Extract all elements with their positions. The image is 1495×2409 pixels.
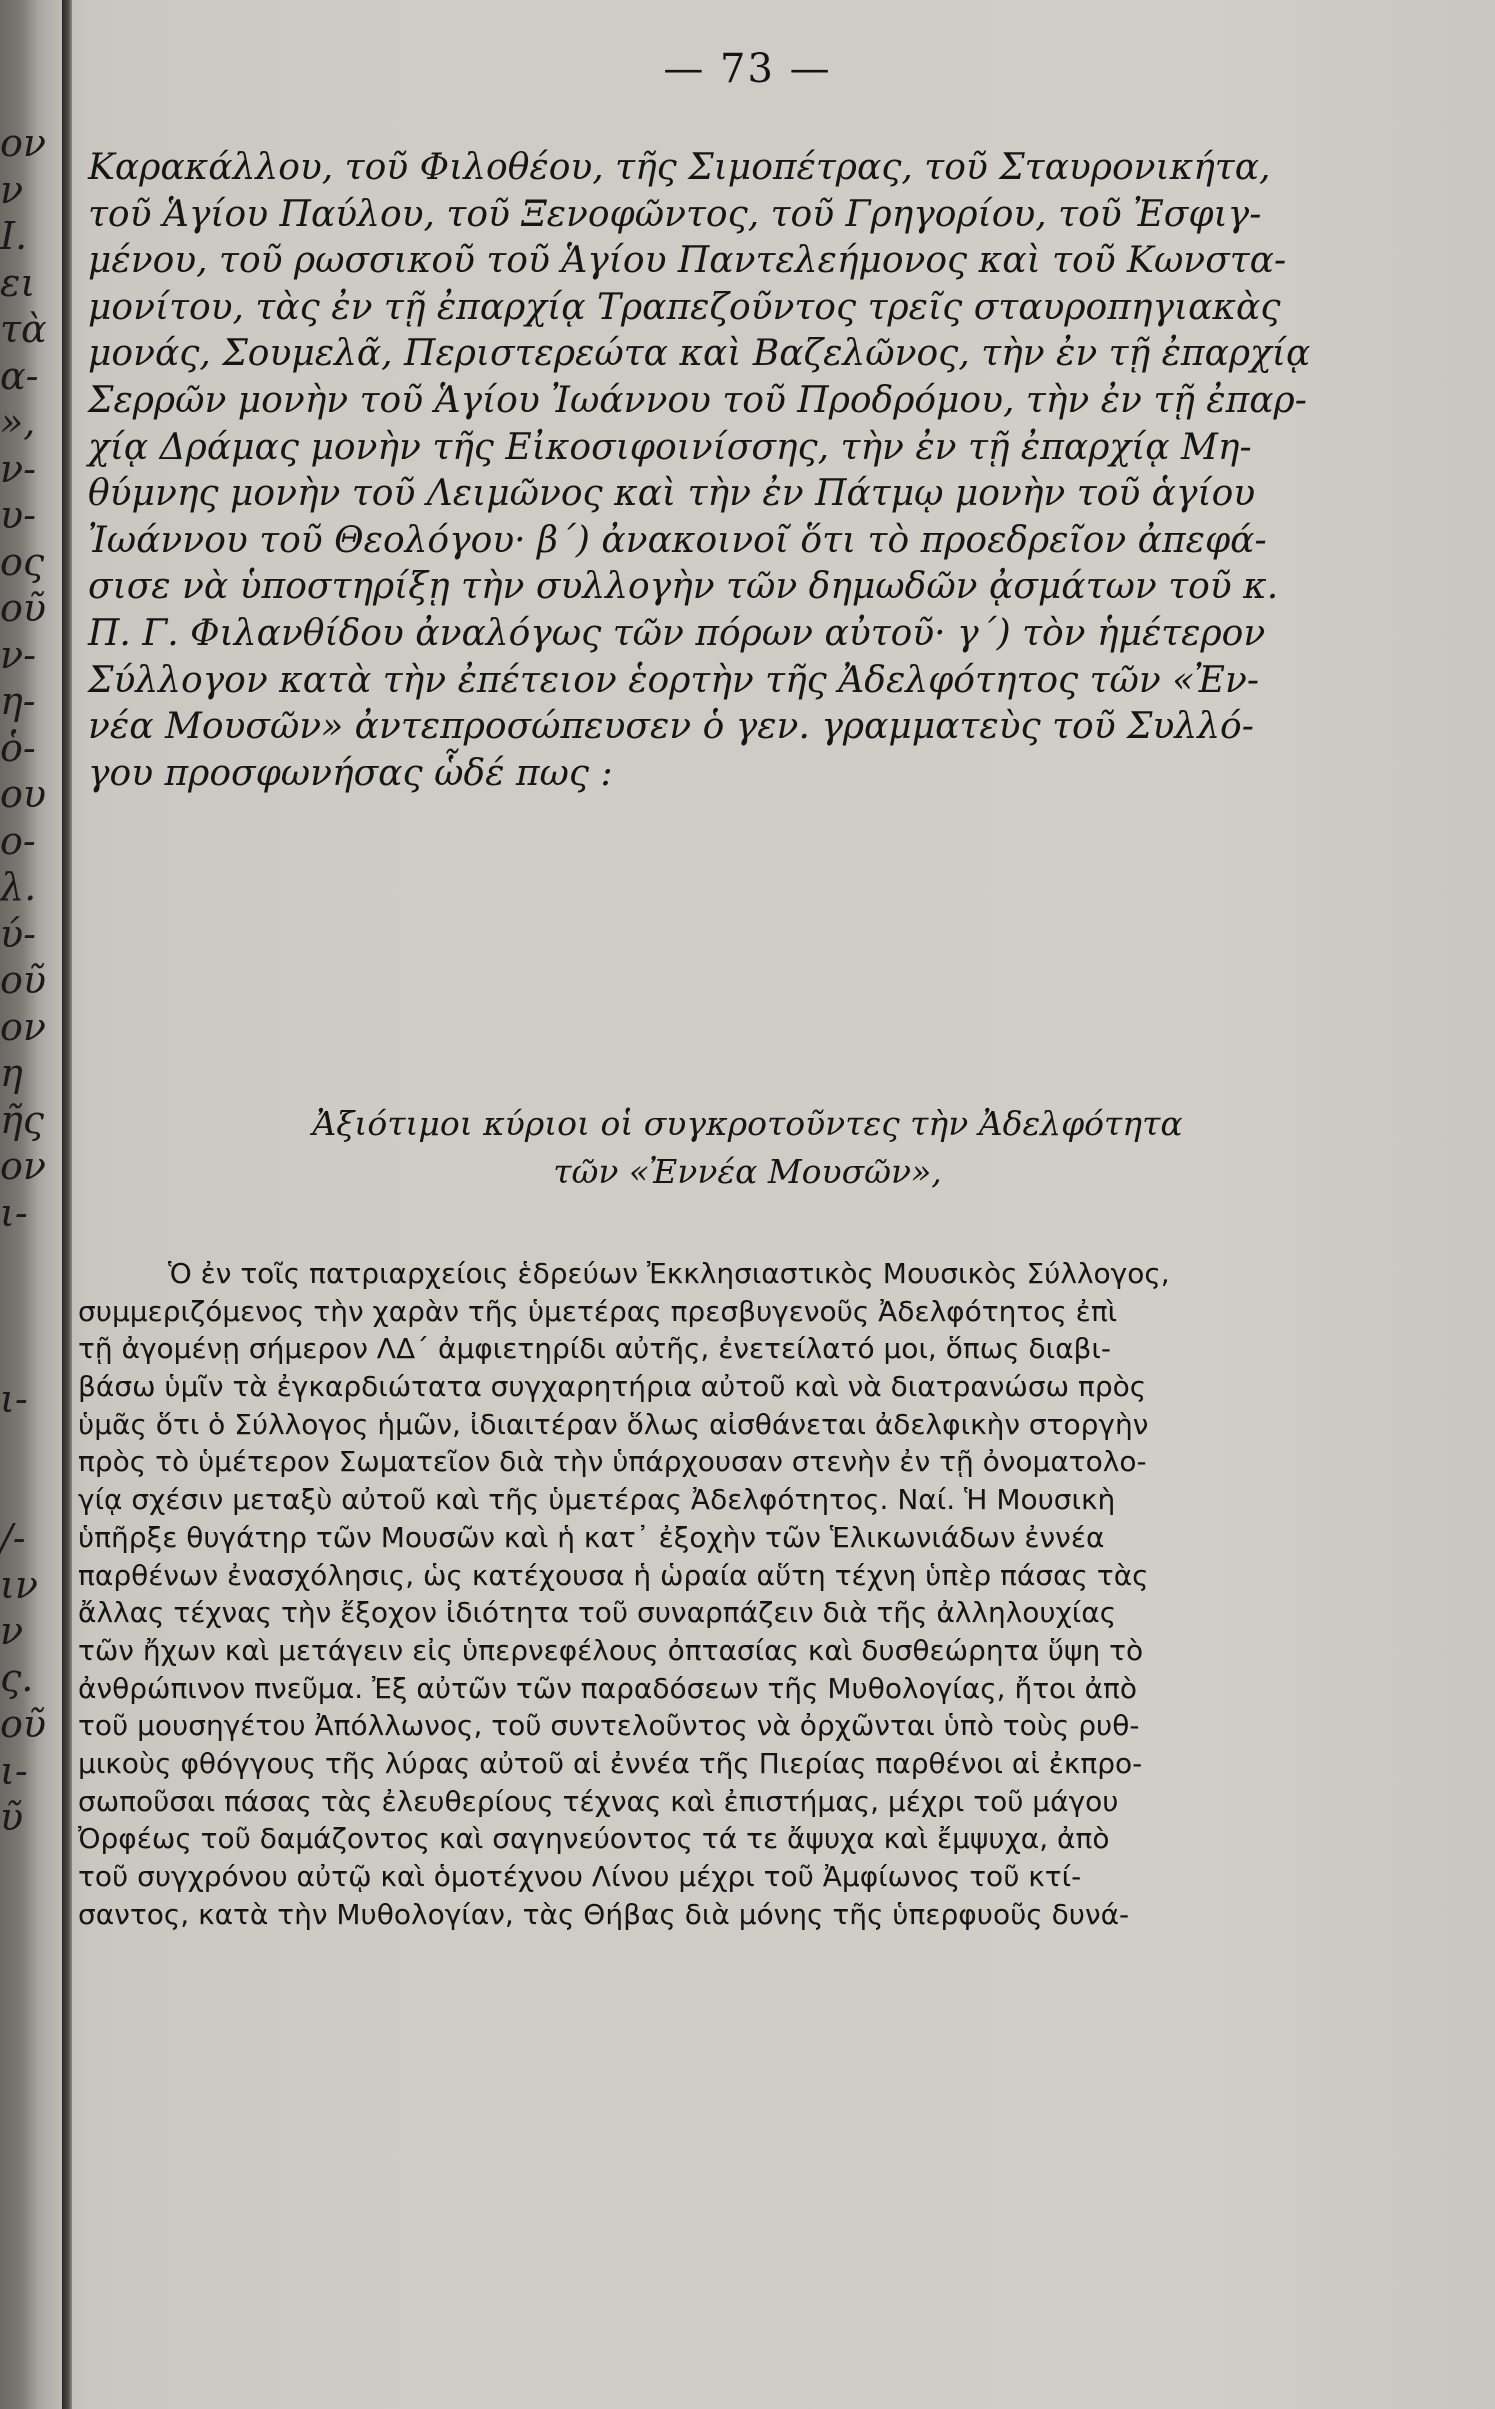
text-line: σωποῦσαι πάσας τὰς ἐλευθερίους τέχνας καὶ ἐπιστήμας, μέχρι τοῦ μάγου <box>78 1784 1119 1818</box>
text-line: τοῦ συγχρόνου αὐτῷ καὶ ὁμοτέχνου Λίνου μέχρι τοῦ Ἀμφίωνος τοῦ κτί- <box>78 1860 1082 1893</box>
margin-fragment: ο- <box>0 818 36 863</box>
margin-fragment: ιν <box>0 1562 38 1607</box>
text-line: γου προσφωνήσας ὧδέ πως : <box>88 752 613 794</box>
text-line: Ὁ ἐν τοῖς πατριαρχείοις ἑδρεύων Ἐκκλησιαστικὸς Μουσικὸς Σύλλογος, <box>168 1257 1170 1290</box>
text-line: γίᾳ σχέσιν μεταξὺ αὐτοῦ καὶ τῆς ὑμετέρας Ἀδελφότητος. Ναί. Ἡ Μουσικὴ <box>78 1483 1116 1517</box>
margin-fragment: η- <box>0 679 36 723</box>
margin-fragment: ν <box>0 1609 24 1653</box>
margin-fragment: ι- <box>0 1190 28 1235</box>
margin-fragment: », <box>0 400 36 444</box>
margin-fragment: λ. <box>0 865 37 909</box>
margin-fragment: οῦ <box>0 1702 46 1746</box>
text-line: πρὸς τὸ ὑμέτερον Σωματεῖον διὰ τὴν ὑπάρχουσαν στενὴν ἐν τῇ ὀνοματολο- <box>78 1445 1147 1479</box>
text-line: Ὀρφέως τοῦ δαμάζοντος καὶ σαγηνεύοντος τά τε ἄψυχα καὶ ἔμψυχα, ἀπὸ <box>78 1822 1110 1856</box>
margin-fragment <box>0 1236 60 1283</box>
text-line: τῇ ἀγομένῃ σήμερον ΛΔ΄ ἀμφιετηρίδι αὐτῆς, ἐνετείλατό μοι, ὅπως διαβι- <box>78 1332 1111 1366</box>
margin-fragment: οῦ <box>0 586 46 630</box>
margin-fragment: ον <box>0 1004 46 1049</box>
book-spine-shadow <box>62 0 72 2409</box>
margin-fragment <box>0 1283 60 1330</box>
text-line: σισε νὰ ὑποστηρίξῃ τὴν συλλογὴν τῶν δημωδῶν ᾀσμάτων τοῦ κ. <box>88 566 1279 608</box>
text-line: νέα Μουσῶν» ἀντεπροσώπευσεν ὁ γεν. γραμματεὺς τοῦ Συλλό- <box>88 706 1254 748</box>
margin-fragment: ν- <box>0 632 36 677</box>
text-line: μικοὺς φθόγγους τῆς λύρας αὐτοῦ αἱ ἐννέα τῆς Πιερίας παρθένοι αἱ ἐκπρο- <box>78 1746 1143 1780</box>
text-line: ἀνθρώπινον πνεῦμα. Ἐξ αὐτῶν τῶν παραδόσεων τῆς Μυθολογίας, ἤτοι ἀπὸ <box>78 1671 1137 1705</box>
upper-paragraph <box>88 145 1348 797</box>
facing-page-fragments <box>0 120 60 1841</box>
text-line: ὑπῆρξε θυγάτηρ τῶν Μουσῶν καὶ ἡ κατ᾽ ἐξοχὴν τῶν Ἑλικωνιάδων ἐννέα <box>78 1520 1105 1554</box>
text-line: χίᾳ Δράμας μονὴν τῆς Εἰκοσιφοινίσσης, τὴν ἐν τῇ ἐπαρχίᾳ Μη- <box>88 426 1252 468</box>
text-line: Καρακάλλου, τοῦ Φιλοθέου, τῆς Σιμοπέτρας, τοῦ Σταυρονικήτα, <box>88 147 1271 188</box>
margin-fragment: η <box>0 1051 23 1095</box>
margin-fragment: α- <box>0 353 39 398</box>
margin-fragment: /- <box>0 1516 26 1560</box>
text-line: ὑμᾶς ὅτι ὁ Σύλλογος ἡμῶν, ἰδιαιτέραν ὅλως αἰσθάνεται ἀδελφικὴν στοργὴν <box>78 1407 1149 1441</box>
text-line: μονίτου, τὰς ἐν τῇ ἐπαρχίᾳ Τραπεζοῦντος τρεῖς σταυροπηγιακὰς <box>88 286 1281 328</box>
text-line: παρθένων ἐνασχόλησις, ὡς κατέχουσα ἡ ὡραία αὕτη τέχνη ὑπὲρ πάσας τὰς <box>78 1558 1149 1592</box>
margin-fragment: τὰ <box>0 307 47 351</box>
text-line: θύμνης μονὴν τοῦ Λειμῶνος καὶ τὴν ἐν Πάτμῳ μονὴν τοῦ ἁγίου <box>88 473 1256 515</box>
margin-fragment: ν <box>0 167 24 212</box>
margin-fragment: οῦ <box>0 958 46 1002</box>
heading-line: Ἀξιότιμοι κύριοι οἱ συγκροτοῦντες τὴν Ἀδελφότητα <box>312 1104 1183 1143</box>
margin-fragment: ὁ- <box>0 725 36 770</box>
heading-line: τῶν «Ἐννέα Μουσῶν», <box>553 1152 942 1191</box>
page-number: — 73 — <box>663 46 832 92</box>
margin-fragment: ον <box>0 1144 46 1188</box>
margin-fragment: υ- <box>0 493 36 537</box>
address-heading <box>0 1100 1495 1196</box>
margin-fragment: Ι. <box>0 214 28 258</box>
text-line: τοῦ Ἁγίου Παύλου, τοῦ Ξενοφῶντος, τοῦ Γρηγορίου, τοῦ Ἐσφιγ- <box>88 193 1262 235</box>
margin-fragment <box>0 1469 60 1516</box>
margin-fragment: ύ- <box>0 911 36 956</box>
text-line: Ἰωάννου τοῦ Θεολόγου· β΄) ἀνακοινοῖ ὅτι τὸ προεδρεῖον ἀπεφά- <box>88 519 1267 561</box>
margin-fragment: ι- <box>0 1748 28 1793</box>
text-line: τῶν ἤχων καὶ μετάγειν εἰς ὑπερνεφέλους ὀπτασίας καὶ δυσθεώρητα ὕψη τὸ <box>78 1633 1144 1667</box>
margin-fragment: ν- <box>0 446 36 491</box>
margin-fragment: ς. <box>0 1655 34 1700</box>
text-line: μονάς, Σουμελᾶ, Περιστερεώτα καὶ Βαζελῶνος, τὴν ἐν τῇ ἐπαρχίᾳ <box>88 333 1311 375</box>
text-line: συμμεριζόμενος τὴν χαρὰν τῆς ὑμετέρας πρεσβυγενοῦς Ἀδελφότητος ἐπὶ <box>78 1294 1118 1328</box>
text-line: τοῦ μουσηγέτου Ἀπόλλωνος, τοῦ συντελοῦντος νὰ ὀρχῶνται ὑπὸ τοὺς ρυθ- <box>78 1709 1140 1743</box>
margin-fragment: ον <box>0 121 46 165</box>
text-line: ἄλλας τέχνας τὴν ἔξοχον ἰδιότητα τοῦ συναρπάζειν διὰ τῆς ἀλληλουχίας <box>78 1596 1117 1630</box>
margin-fragment: ος <box>0 539 45 584</box>
margin-fragment <box>0 1329 60 1376</box>
text-line: βάσω ὑμῖν τὰ ἐγκαρδιώτατα συγχαρητήρια αὐτοῦ καὶ νὰ διατρανώσω πρὸς <box>78 1370 1147 1404</box>
speech-paragraph <box>78 1255 1353 1933</box>
margin-fragment <box>0 1422 60 1469</box>
margin-fragment: ου <box>0 772 46 816</box>
margin-fragment: ει <box>0 260 36 305</box>
margin-fragment: ῦ <box>0 1795 24 1839</box>
text-line: Π. Γ. Φιλανθίδου ἀναλόγως τῶν πόρων αὐτοῦ· γ΄) τὸν ἡμέτερον <box>88 612 1266 654</box>
text-line: Σύλλογον κατὰ τὴν ἐπέτειον ἑορτὴν τῆς Ἀδελφότητος τῶν «Ἐν- <box>88 659 1260 701</box>
text-line: σαντος, κατὰ τὴν Μυθολογίαν, τὰς Θήβας διὰ μόνης τῆς ὑπερφυοῦς δυνά- <box>78 1897 1130 1931</box>
margin-fragment: ῆς <box>0 1097 45 1142</box>
margin-fragment: ι- <box>0 1376 28 1421</box>
text-line: Σερρῶν μονὴν τοῦ Ἁγίου Ἰωάννου τοῦ Προδρόμου, τὴν ἐν τῇ ἐπαρ- <box>88 379 1307 421</box>
text-line: μένου, τοῦ ρωσσικοῦ τοῦ Ἁγίου Παντελεήμονος καὶ τοῦ Κωνστα- <box>88 240 1287 282</box>
